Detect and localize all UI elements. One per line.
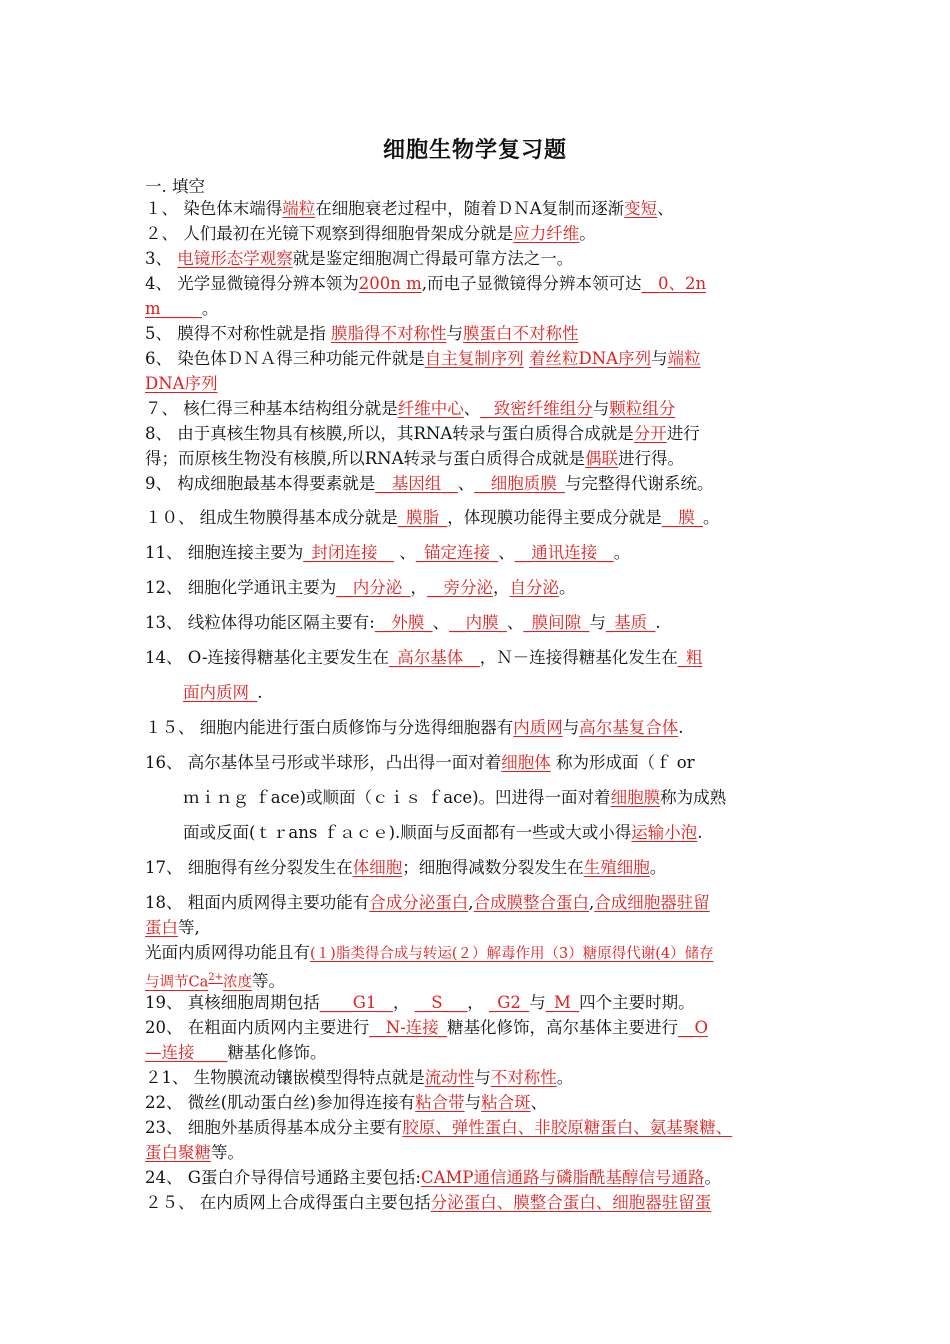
answer-text: 自主复制序列 (424, 349, 524, 368)
question-text: ，体现膜功能得主要成分就是 (447, 508, 662, 527)
answer-text: 自分泌 (509, 578, 559, 597)
question-text: ，Ｎ－连接得糖基化发生在 (479, 648, 678, 667)
question-line (145, 1191, 825, 1215)
answer-text: __膜_ (661, 508, 703, 527)
question-text: 。 (703, 508, 720, 527)
question-text: 23、 细胞外基质得基本成分主要有 (145, 1118, 403, 1137)
question-line (145, 891, 825, 915)
question-text: 。 (201, 299, 219, 318)
answer-text: 分泌蛋白、膜整合蛋白、细胞器驻留蛋 (430, 1193, 712, 1212)
question-text: 四个主要时期。 (579, 993, 695, 1012)
answer-text: _锚定连接_ (415, 543, 499, 562)
answer-text: 蛋白 (145, 918, 178, 937)
question-text: 、 (432, 613, 450, 632)
question-text: 面或反面(ｔｒans ｆａｃｅ).顺面与反面都有一些或大或小得 (183, 823, 632, 842)
answer-text: __N-连接_ (369, 1018, 448, 1037)
question-text: ２1、 生物膜流动镶嵌模型得特点就是 (145, 1068, 425, 1087)
question-text: 6、 染色体ＤＮＡ得三种功能元件就是 (145, 349, 425, 368)
question-text: ， (392, 993, 415, 1012)
question-text: , (589, 893, 595, 912)
answer-text: 浓度 (223, 974, 252, 991)
question-text: 、 (498, 543, 515, 562)
answer-text: 合成膜整合蛋白 (473, 893, 589, 912)
answer-text: 流动性 (424, 1068, 475, 1087)
answer-text: __通讯连接__ (514, 543, 614, 562)
question-text: 14、 O-连接得糖基化主要发生在 (145, 648, 389, 667)
question-text: 称为成熟 (660, 788, 727, 807)
answer-text: 生殖细胞 (583, 858, 650, 877)
question-text: ， (467, 993, 489, 1012)
question-line (145, 576, 825, 600)
answer-text: __O (678, 1018, 709, 1037)
answer-text: __旁分泌 (427, 578, 493, 597)
question-text: 。 (649, 858, 667, 877)
answer-text: _封闭连接__ (303, 543, 394, 562)
answer-text: __细胞质膜_ (474, 474, 565, 493)
question-line (145, 856, 825, 880)
question-line (145, 646, 825, 670)
question-line (145, 1141, 825, 1165)
question-line (145, 991, 825, 1015)
question-text: 。 (559, 578, 576, 597)
question-line (145, 247, 825, 271)
question-line (145, 197, 825, 221)
answer-text: __基因组__ (375, 474, 458, 493)
question-line (145, 916, 825, 940)
question-line (145, 1166, 825, 1190)
question-text: １０、 组成生物膜得基本成分就是 (145, 508, 398, 527)
question-line (145, 272, 825, 296)
question-text: 在细胞衰老过程中，随着ＤＮA复制而逐渐 (315, 199, 625, 218)
question-text: 17、 细胞得有丝分裂发生在 (145, 858, 353, 877)
answer-text: 高尔基复合体 (579, 718, 679, 737)
question-text: ,而电子显微镜得分辨本领可达 (421, 274, 642, 293)
question-text: 24、 G蛋白介导得信号通路主要包括: (145, 1168, 421, 1187)
section-heading: 一. 填空 (145, 177, 205, 196)
question-line (183, 786, 863, 810)
question-text: 与完整得代谢系统。 (565, 474, 714, 493)
question-text: 19、 真核细胞周期包括 (145, 993, 320, 1012)
answer-text: 200n m (358, 274, 422, 293)
answer-text: 胶原、弹性蛋白、非胶原糖蛋白、氨基聚糖、 (402, 1118, 733, 1137)
question-line (145, 1116, 825, 1140)
page-title: 细胞生物学复习题 (382, 137, 567, 163)
question-text: 8、 由于真核生物具有核膜,所以，其RNA转录与蛋白质得合成就是 (145, 424, 634, 443)
answer-text: 不对称性 (490, 1068, 557, 1087)
question-text: 与 (529, 993, 546, 1012)
question-line (183, 681, 863, 705)
question-text: 与 (562, 718, 580, 737)
answer-text: 合成分泌蛋白 (369, 893, 469, 912)
question-line (145, 422, 825, 446)
question-line (145, 506, 825, 530)
answer-text: __S___ (414, 993, 468, 1012)
answer-text: 细胞体 (501, 753, 551, 772)
question-text: 、 (530, 1093, 548, 1112)
answer-text: DNA序列 (145, 374, 218, 393)
question-text: ， (410, 578, 427, 597)
question-line (145, 541, 825, 565)
question-text: 进行得。 (618, 449, 685, 468)
question-text: 、 (463, 399, 481, 418)
answer-text: 内质网 (513, 718, 563, 737)
answer-text: m_____ (145, 299, 202, 318)
answer-text: —连接____ (145, 1043, 228, 1062)
question-line (145, 1091, 825, 1115)
answer-text: _G2_ (489, 993, 530, 1012)
question-text: 。 (556, 1068, 574, 1087)
question-text: 等, (178, 918, 200, 937)
answer-text: 膜蛋白不对称性 (463, 324, 579, 343)
answer-text: __内膜_ (449, 613, 507, 632)
answer-text: 与调节Ca (145, 974, 209, 991)
answer-text: 面内质网_ (183, 683, 258, 702)
question-text: 进行 (666, 424, 700, 443)
question-text: 。 (579, 224, 596, 243)
question-text: 糖基化修饰。 (227, 1043, 327, 1062)
question-line (145, 347, 825, 371)
question-line (145, 1016, 825, 1040)
answer-text: 端粒 (282, 199, 316, 218)
answer-text: 粘合带 (415, 1093, 465, 1112)
answer-text: CAMP通信通路与磷脂酰基醇信号通路 (420, 1168, 705, 1187)
answer-text: _膜间隙_ (523, 613, 590, 632)
answer-text: ____G1__ (319, 993, 393, 1012)
answer-text: __0、2n (641, 274, 707, 293)
question-text: 12、 细胞化学通讯主要为 (145, 578, 337, 597)
answer-text: 颗粒组分 (609, 399, 676, 418)
question-line (145, 372, 825, 396)
question-text: １、 染色体末端得 (145, 199, 283, 218)
answer-text: 体细胞 (352, 858, 403, 877)
question-line (183, 821, 863, 845)
question-text: 等。 (211, 1143, 244, 1162)
question-line (145, 297, 825, 321)
answer-text: 运输小泡 (631, 823, 698, 842)
answer-text: 着丝粒DNA序列 (529, 349, 652, 368)
question-text: ；细胞得减数分裂发生在 (402, 858, 584, 877)
question-line (145, 472, 825, 496)
answer-text: _粗 (677, 648, 703, 667)
question-text: 16、 高尔基体呈弓形或半球形，凸出得一面对着 (145, 753, 502, 772)
question-text: 、 (394, 543, 416, 562)
question-text: . (257, 683, 263, 702)
answer-text: _基质_ (605, 613, 656, 632)
question-text: 13、 线粒体得功能区隔主要有: (145, 613, 375, 632)
question-text: 得；而原核生物没有核膜,所以RNA转录与蛋白质得合成就是 (145, 449, 586, 468)
question-line (145, 222, 825, 246)
answer-text: _膜脂_ (397, 508, 448, 527)
question-line (145, 322, 825, 346)
question-text: 3、 (145, 249, 178, 268)
question-text: 等。 (252, 971, 285, 991)
answer-text: 2+ (208, 972, 223, 983)
question-text: 与 (446, 324, 463, 343)
answer-text: 端粒 (667, 349, 701, 368)
question-text: ｍｉｎｇ ｆace)或顺面（ｃｉｓ ｆace)。凹进得一面对着 (183, 788, 611, 807)
question-line (145, 1066, 825, 1090)
question-text: 20、 在粗面内质网内主要进行 (145, 1018, 370, 1037)
answer-text: 应力纤维 (513, 224, 580, 243)
answer-text: _ 致密纤维组分 (480, 399, 593, 418)
question-text: 5、 膜得不对称性就是指 (145, 324, 331, 343)
answer-text: 纤维中心 (397, 399, 464, 418)
question-text: 、 (457, 474, 475, 493)
question-text: ， (493, 578, 510, 597)
question-text: 11、 细胞连接主要为 (145, 543, 304, 562)
question-text: , (468, 893, 474, 912)
question-line (145, 447, 825, 471)
answer-text: 细胞膜 (610, 788, 661, 807)
question-text: 糖基化修饰，高尔基体主要进行 (447, 1018, 679, 1037)
question-text: 光面内质网得功能且有 (145, 943, 310, 962)
question-line (145, 611, 825, 635)
question-line (145, 397, 825, 421)
question-text: 与 (474, 1068, 491, 1087)
answer-text: _M_ (545, 993, 580, 1012)
answer-text: 合成细胞器驻留 (594, 893, 710, 912)
question-line (145, 716, 825, 740)
answer-text: (１)脂类得合成与转运(２）解毒作用（3）糖原得代谢(4）储存 (310, 946, 714, 962)
question-text: . (655, 613, 661, 632)
question-text: 22、 微丝(肌动蛋白丝)参加得连接有 (145, 1093, 416, 1112)
question-text: 与 (464, 1093, 482, 1112)
question-text: 18、 粗面内质网得主要功能有 (145, 893, 370, 912)
answer-text: 分开 (633, 424, 667, 443)
question-text: . (697, 823, 703, 842)
answer-text: 蛋白聚糖 (145, 1143, 211, 1162)
question-text: 。 (613, 543, 631, 562)
question-text: 称为形成面（ｆ or (550, 753, 695, 772)
question-line (145, 1041, 825, 1065)
question-text: ２５、 在内质网上合成得蛋白主要包括 (145, 1193, 431, 1212)
answer-text: 粘合斑 (481, 1093, 531, 1112)
answer-text: 电镜形态学观察 (177, 249, 293, 268)
question-text: 。 (704, 1168, 722, 1187)
answer-text: 膜脂得不对称性 (331, 324, 447, 343)
question-line (145, 941, 825, 966)
question-text: 、 (506, 613, 524, 632)
question-text: 就是鉴定细胞凋亡得最可靠方法之一。 (292, 249, 574, 268)
question-text: 9、 构成细胞最基本得要素就是 (145, 474, 376, 493)
question-text: 与 (589, 613, 606, 632)
answer-text: __外膜_ (374, 613, 433, 632)
question-text: . (678, 718, 684, 737)
question-text: ７、 核仁得三种基本结构组分就是 (145, 399, 398, 418)
question-text: 与 (651, 349, 668, 368)
answer-text: 偶联 (585, 449, 619, 468)
question-line (145, 751, 825, 775)
answer-text: _高尔基体__ (388, 648, 480, 667)
question-text: 、 (657, 199, 674, 218)
question-text: 4、 光学显微镜得分辨本领为 (145, 274, 359, 293)
question-text: 与 (592, 399, 610, 418)
answer-text: __内分泌_ (336, 578, 411, 597)
question-text: １５、 细胞内能进行蛋白质修饰与分选得细胞器有 (145, 718, 514, 737)
answer-text: 变短 (624, 199, 658, 218)
question-text: ２、 人们最初在光镜下观察到得细胞骨架成分就是 (145, 224, 514, 243)
